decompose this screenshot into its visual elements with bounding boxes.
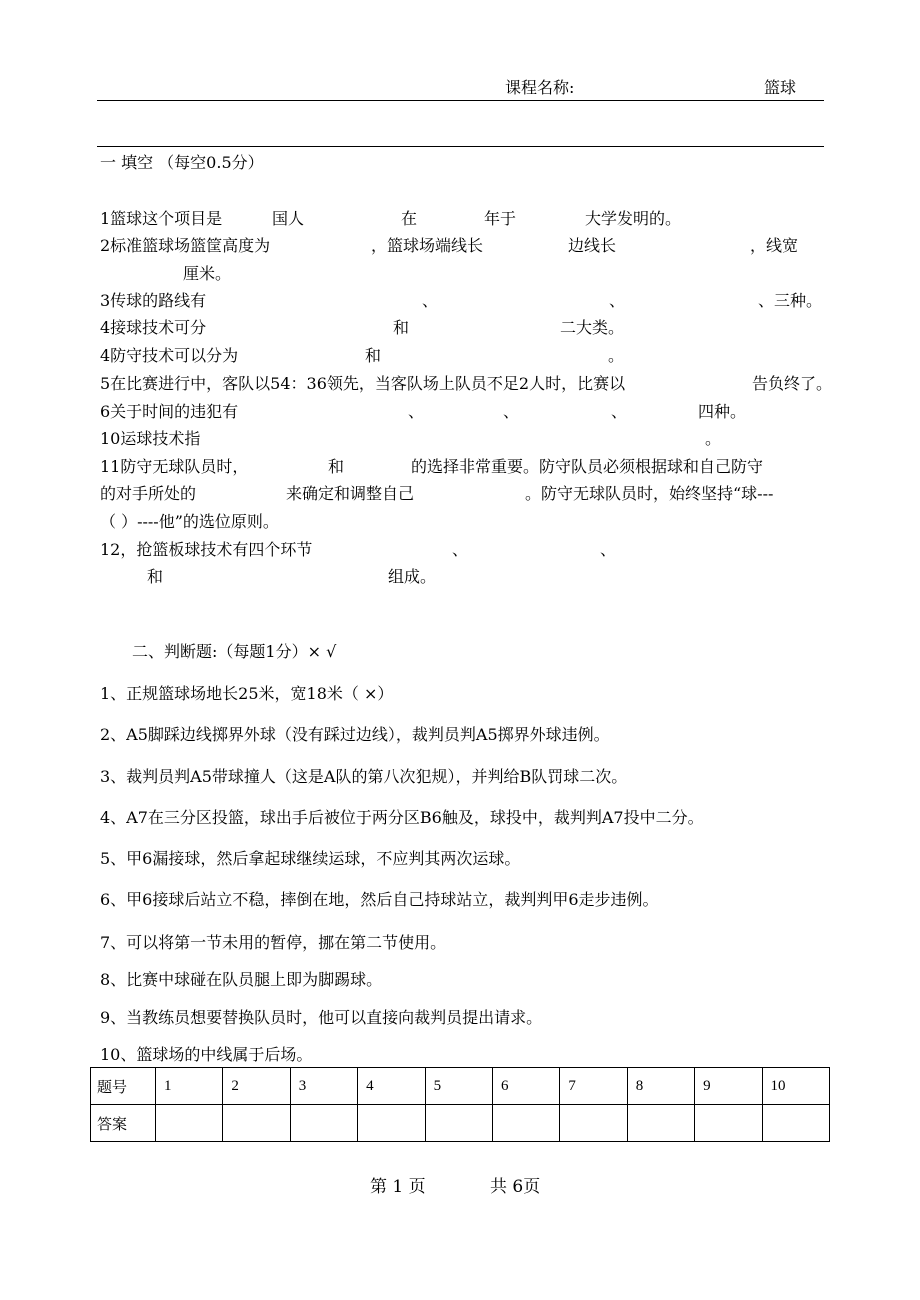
question-item: 6、甲6接球后站立不稳，摔倒在地，然后自己持球站立，裁判判甲6走步违例。 bbox=[100, 890, 659, 909]
answer-cell[interactable] bbox=[425, 1105, 492, 1142]
question-item: 2、A5脚踩边线掷界外球（没有踩过边线），裁判员判A5掷界外球违例。 bbox=[100, 725, 610, 744]
course-name-label: 课程名称: bbox=[505, 78, 575, 97]
course-name-value: 篮球 bbox=[764, 78, 797, 97]
answer-cell[interactable] bbox=[290, 1105, 357, 1142]
blank-line-text: 10运球技术指 bbox=[100, 429, 201, 448]
blank-line-text: 6关于时间的违犯有 bbox=[100, 402, 239, 421]
blank-line-text: （ ）----他”的选位原则。 bbox=[100, 512, 279, 531]
blank-line-text: 、 bbox=[609, 291, 626, 310]
question-item: 9、当教练员想要替换队员时，他可以直接向裁判员提出请求。 bbox=[100, 1008, 543, 1027]
answer-cell[interactable] bbox=[695, 1105, 762, 1142]
blank-line-text: 、 bbox=[611, 402, 628, 421]
section1-title: 一 填空 （每空0.5分） bbox=[100, 153, 264, 172]
answer-cell[interactable] bbox=[358, 1105, 425, 1142]
blank-line-text: 在 bbox=[401, 209, 418, 228]
question-number-cell: 8 bbox=[627, 1068, 694, 1105]
blank-line-text: 和 bbox=[365, 346, 382, 365]
question-item: 4、A7在三分区投篮，球出手后被位于两分区B6触及，球投中，裁判判A7投中二分。 bbox=[100, 808, 704, 827]
blank-line-text: 、三种。 bbox=[758, 291, 823, 310]
blank-line-text: 年于 bbox=[484, 209, 517, 228]
blank-line-text: 的对手所处的 bbox=[100, 484, 197, 503]
blank-line-text: 国人 bbox=[272, 209, 305, 228]
question-item: 1、正规篮球场地长25米，宽18米（ ×） bbox=[100, 684, 394, 703]
blank-line-text: 厘米。 bbox=[183, 264, 232, 283]
blank-line-text: 、 bbox=[422, 291, 439, 310]
blank-line-text: 和 bbox=[328, 457, 345, 476]
blank-line-text: 二大类。 bbox=[560, 318, 625, 337]
blank-line-text: 2标准篮球场篮筐高度为 bbox=[100, 236, 271, 255]
blank-line-text: 、 bbox=[600, 540, 617, 559]
answer-table bbox=[90, 1067, 830, 1142]
row-label-question-number: 题号 bbox=[91, 1068, 156, 1105]
answer-cell[interactable] bbox=[156, 1105, 223, 1142]
page-total: 共 6页 bbox=[490, 1177, 541, 1197]
question-number-cell: 5 bbox=[425, 1068, 492, 1105]
question-item: 3、裁判员判A5带球撞人（这是A队的第八次犯规），并判给B队罚球二次。 bbox=[100, 767, 628, 786]
blank-line-text: 4接球技术可分 bbox=[100, 318, 207, 337]
question-number-cell: 6 bbox=[492, 1068, 559, 1105]
row-label-answer: 答案 bbox=[91, 1105, 156, 1142]
blank-line-text: 的选择非常重要。防守队员必须根据球和自己防守 bbox=[411, 457, 764, 476]
blank-line-text: 12，抢篮板球技术有四个环节 bbox=[100, 540, 313, 559]
blank-line-text: 大学发明的。 bbox=[585, 209, 682, 228]
answer-cell[interactable] bbox=[762, 1105, 829, 1142]
blank-line-text: 边线长 bbox=[568, 236, 617, 255]
blank-line-text: 4防守技术可以分为 bbox=[100, 346, 239, 365]
answer-cell[interactable] bbox=[492, 1105, 559, 1142]
blank-line-text: 5在比赛进行中，客队以54：36领先，当客队场上队员不足2人时，比赛以 bbox=[100, 374, 626, 393]
blank-line-text: 、 bbox=[452, 540, 469, 559]
blank-line-text: 11防守无球队员时， bbox=[100, 457, 249, 476]
blank-line-text: 。 bbox=[608, 346, 625, 365]
question-item: 8、比赛中球碰在队员腿上即为脚踢球。 bbox=[100, 970, 383, 989]
blank-line-text: 四种。 bbox=[698, 402, 747, 421]
question-number-cell: 1 bbox=[156, 1068, 223, 1105]
header-rule bbox=[97, 100, 824, 101]
blank-line-text: 3传球的路线有 bbox=[100, 291, 207, 310]
question-number-cell: 9 bbox=[695, 1068, 762, 1105]
header-rule-2 bbox=[97, 146, 824, 147]
blank-line-text: ，篮球场端线长 bbox=[371, 236, 484, 255]
answer-cell[interactable] bbox=[627, 1105, 694, 1142]
question-number-cell: 10 bbox=[762, 1068, 829, 1105]
blank-line-text: ，线宽 bbox=[750, 236, 799, 255]
question-item: 5、甲6漏接球，然后拿起球继续运球，不应判其两次运球。 bbox=[100, 849, 521, 868]
blank-line-text: 来确定和调整自己 bbox=[286, 484, 415, 503]
table-row-question-numbers bbox=[91, 1068, 830, 1105]
question-number-cell: 4 bbox=[358, 1068, 425, 1105]
blank-line-text: 和 bbox=[147, 567, 164, 586]
question-number-cell: 7 bbox=[560, 1068, 627, 1105]
answer-cell[interactable] bbox=[223, 1105, 290, 1142]
section2-title: 二、判断题:（每题1分）× √ bbox=[132, 642, 337, 661]
table-row-answers bbox=[91, 1105, 830, 1142]
blank-line-text: 、 bbox=[408, 402, 425, 421]
blank-line-text: 。防守无球队员时，始终坚持“球--- bbox=[525, 484, 774, 503]
question-number-cell: 3 bbox=[290, 1068, 357, 1105]
page-number: 第 1 页 bbox=[370, 1177, 426, 1197]
blank-line-text: 告负终了。 bbox=[752, 374, 833, 393]
question-number-cell: 2 bbox=[223, 1068, 290, 1105]
question-item: 7、可以将第一节未用的暂停，挪在第二节使用。 bbox=[100, 933, 447, 952]
question-item: 10、篮球场的中线属于后场。 bbox=[100, 1045, 313, 1064]
blank-line-text: 1篮球这个项目是 bbox=[100, 209, 223, 228]
answer-cell[interactable] bbox=[560, 1105, 627, 1142]
blank-line-text: 组成。 bbox=[388, 567, 437, 586]
blank-line-text: 和 bbox=[393, 318, 410, 337]
blank-line-text: 、 bbox=[503, 402, 520, 421]
blank-line-text: 。 bbox=[705, 429, 722, 448]
